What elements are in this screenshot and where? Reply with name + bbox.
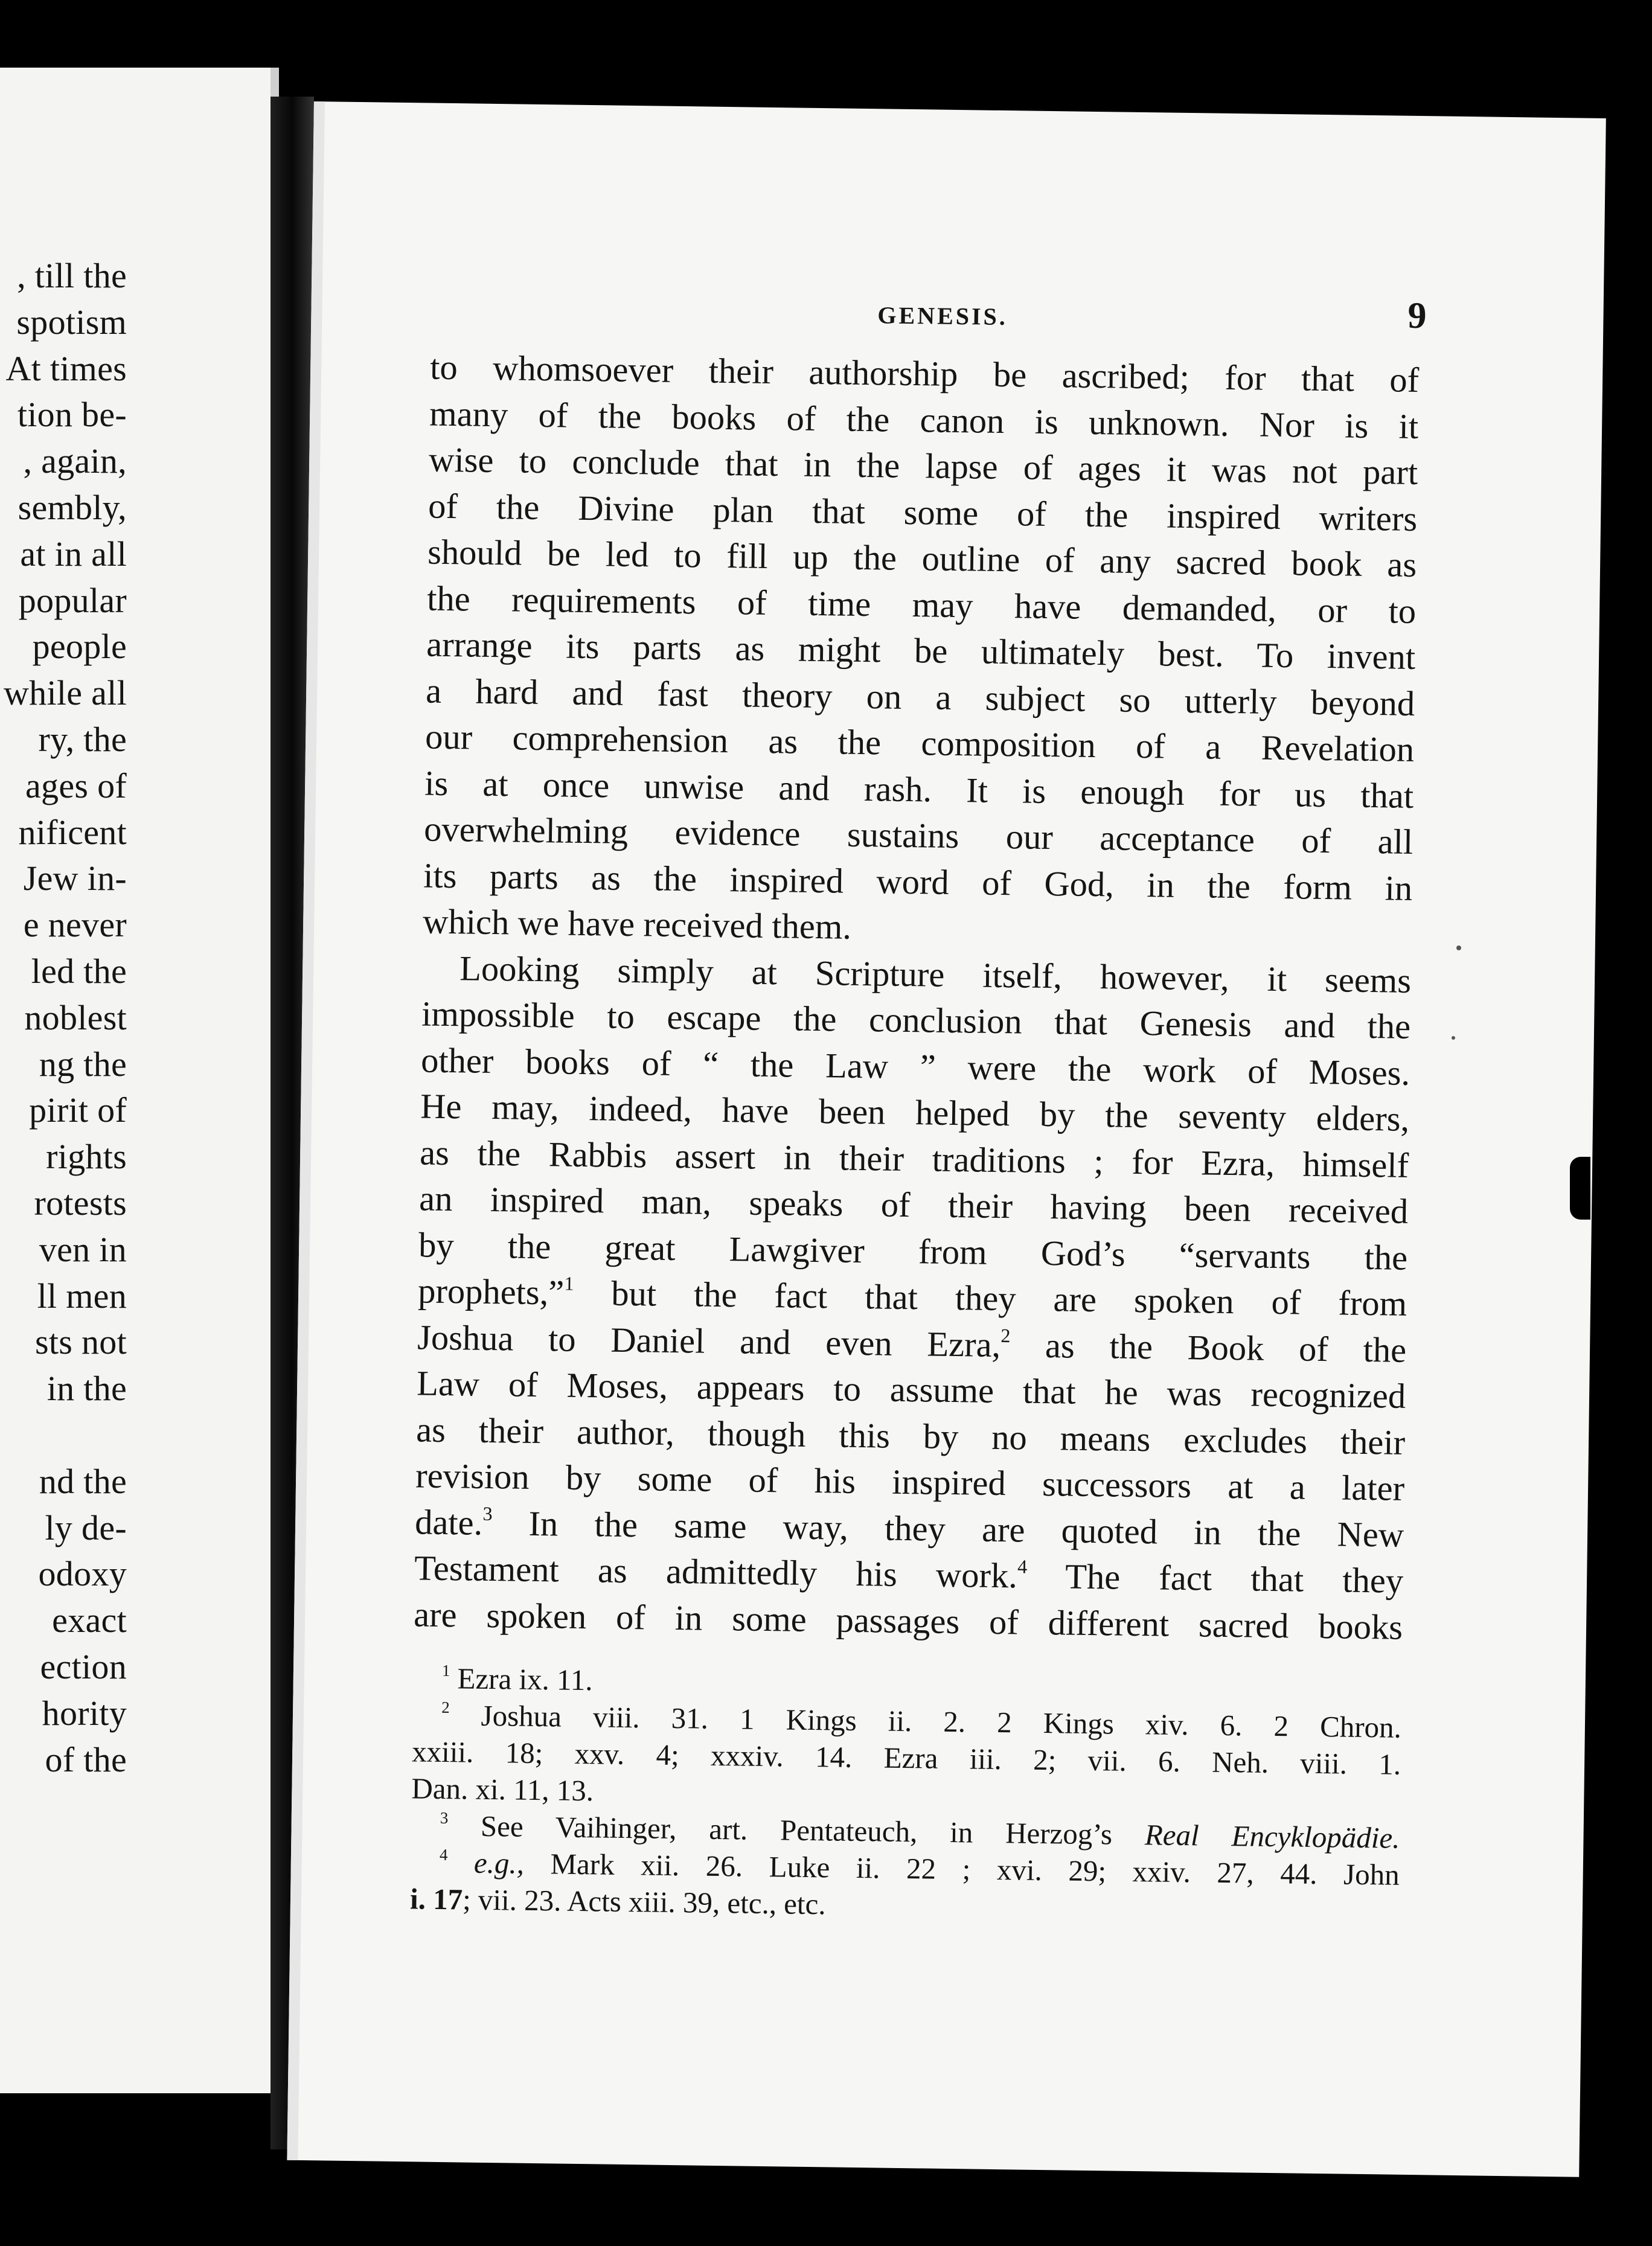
left-page-line: At times <box>5 348 127 388</box>
text-line: to whomsoever their authorship be ascribed; for that of <box>429 347 1420 400</box>
text-line: our comprehension as the composition of a Revelation <box>424 717 1415 769</box>
text-fragment: Testament as admittedly his work. <box>414 1548 1018 1596</box>
right-page <box>287 101 1606 2177</box>
text-line: by the great Lawgiver from God’s “servants the <box>418 1224 1408 1278</box>
text-fragment: prophets,” <box>417 1271 565 1313</box>
footnote-ref-4: 4 <box>1017 1555 1028 1578</box>
left-page-line: noblest <box>24 997 127 1037</box>
body-text <box>414 345 1420 1651</box>
left-page-line: rotests <box>34 1183 127 1223</box>
left-page-line: people <box>32 627 127 667</box>
left-page-line: nd the <box>39 1461 127 1501</box>
left-page-line: ection <box>40 1647 127 1686</box>
text-line: He may, indeed, have been helped by the seventy elders, <box>420 1086 1410 1139</box>
text-line: overwhelming evidence sustains our acceptance of all <box>423 809 1413 862</box>
text-line: an inspired man, speaks of their having been received <box>418 1179 1409 1231</box>
left-page-line: led the <box>31 952 127 991</box>
text-line: a hard and fast theory on a subject so utterly beyond <box>425 671 1415 723</box>
left-page-line: spotism <box>16 302 127 342</box>
paragraph-1 <box>423 345 1420 958</box>
left-page-line: Jew in- <box>23 859 127 898</box>
footnotes <box>410 1659 1402 1930</box>
left-page-line: ly de- <box>45 1508 127 1547</box>
footnote-mark: 4 <box>439 1845 448 1864</box>
text-line: should be led to fill up the outline of any sacred book as <box>427 532 1417 584</box>
text-line: as the Rabbis assert in their traditions ; for Ezra, himself <box>419 1132 1409 1185</box>
left-page-line: ages of <box>25 766 127 805</box>
paper-speck <box>1456 945 1461 950</box>
footnote-2-line-3: Dan. xi. 11, 13. <box>411 1771 594 1808</box>
footnote-title: Real Encyklopädie. <box>1144 1818 1400 1855</box>
text-line: arrange its parts as might be ultimately best. To invent <box>426 624 1416 677</box>
left-page-line: while all <box>3 673 127 713</box>
text-line: as their author, though this by no means excludes their <box>415 1409 1406 1462</box>
text-line: wise to conclude that in the lapse of ages it was not part <box>428 440 1418 492</box>
left-page-line: rights <box>46 1137 127 1177</box>
left-page-line: in the <box>46 1369 127 1409</box>
footnote-ref-3: 3 <box>482 1502 493 1525</box>
left-page-line: exact <box>52 1601 127 1640</box>
left-page-line: of the <box>45 1739 127 1779</box>
footnote-text: ; vii. 23. Acts xiii. 39, etc., etc. <box>462 1883 827 1921</box>
text-line: is at once unwise and rash. It is enough for us that <box>424 763 1414 816</box>
text-fragment: date. <box>414 1502 483 1543</box>
left-page <box>0 68 279 2093</box>
text-line: impossible to escape the conclusion that Genesis and the <box>421 994 1411 1046</box>
footnote-ref-2: 2 <box>1000 1324 1011 1346</box>
footnote-abbrev: e.g., <box>473 1846 525 1880</box>
left-page-line: odoxy <box>38 1554 127 1594</box>
text-line: many of the books of the canon is unknown. Nor is it <box>429 394 1419 446</box>
left-page-line: nificent <box>18 812 127 852</box>
left-page-line: e never <box>23 905 127 945</box>
left-page-line: pirit of <box>29 1090 127 1130</box>
paper-speck <box>1452 1036 1455 1040</box>
text-line: its parts as the inspired word of God, in the form in <box>423 855 1413 908</box>
text-line: Looking simply at Scripture itself, however, it seems <box>459 948 1412 1000</box>
left-page-line: sembly, <box>18 488 127 527</box>
text-line: the requirements of time may have demanded, or to <box>426 578 1417 631</box>
footnote-text: Joshua viii. 31. 1 Kings ii. 2. 2 Kings xiv. 6. 2 Chron. <box>449 1698 1402 1744</box>
footnote-ref: i. 17 <box>409 1882 463 1916</box>
left-page-line: popular <box>18 580 127 620</box>
footnote-mark: 1 <box>441 1661 450 1680</box>
running-head: GENESIS. <box>877 301 1008 331</box>
left-page-line: ll men <box>37 1276 127 1316</box>
left-page-line: tion be- <box>17 395 127 435</box>
text-fragment: In the same way, they are quoted in the New <box>491 1503 1404 1555</box>
text-line: which we have received them. <box>422 901 852 947</box>
left-page-line: , till the <box>17 256 127 295</box>
left-page-line: at in all <box>20 534 127 574</box>
left-page-line: , again, <box>23 441 127 481</box>
text-fragment: but the fact that they are spoken of from <box>573 1273 1407 1323</box>
left-page-line: ven in <box>39 1229 127 1269</box>
text-line: of the Divine plan that some of the inspired writers <box>427 486 1418 539</box>
left-page-line: hority <box>42 1693 127 1733</box>
footnote-ref-1: 1 <box>564 1272 574 1294</box>
text-line: Law of Moses, appears to assume that he was recognized <box>416 1363 1406 1416</box>
text-line: other books of “ the Law ” were the work of Moses. <box>420 1040 1410 1093</box>
footnote-mark: 3 <box>440 1808 449 1827</box>
footnote-text: See Vaihinger, art. Pentateuch, in Herzog’s <box>447 1809 1145 1852</box>
left-page-line: ng the <box>39 1044 127 1084</box>
footnote-2-line-2: xxiii. 18; xxv. 4; xxxiv. 14. Ezra iii. 2; vii. 6. Neh. viii. 1. <box>411 1735 1401 1781</box>
page-edge-mark <box>1570 1157 1590 1220</box>
footnote-text: Mark xii. 26. Luke ii. 22 ; xvi. 29; xxiv. 27, 44. John <box>523 1846 1400 1892</box>
page-number: 9 <box>1407 295 1427 337</box>
text-fragment: Joshua to Daniel and even Ezra, <box>417 1317 1001 1365</box>
paragraph-2 <box>414 945 1412 1651</box>
left-page-line: ry, the <box>38 720 127 759</box>
text-line: are spoken of in some passages of different sacred books <box>413 1594 1403 1647</box>
text-fragment: as the Book of the <box>1010 1325 1407 1370</box>
left-page-line: sts not <box>35 1322 127 1362</box>
text-line: revision by some of his inspired successors at a later <box>415 1456 1405 1508</box>
text-fragment: The fact that they <box>1026 1556 1404 1601</box>
footnote-text: Ezra ix. 11. <box>449 1662 593 1697</box>
footnote-mark: 2 <box>441 1698 450 1716</box>
